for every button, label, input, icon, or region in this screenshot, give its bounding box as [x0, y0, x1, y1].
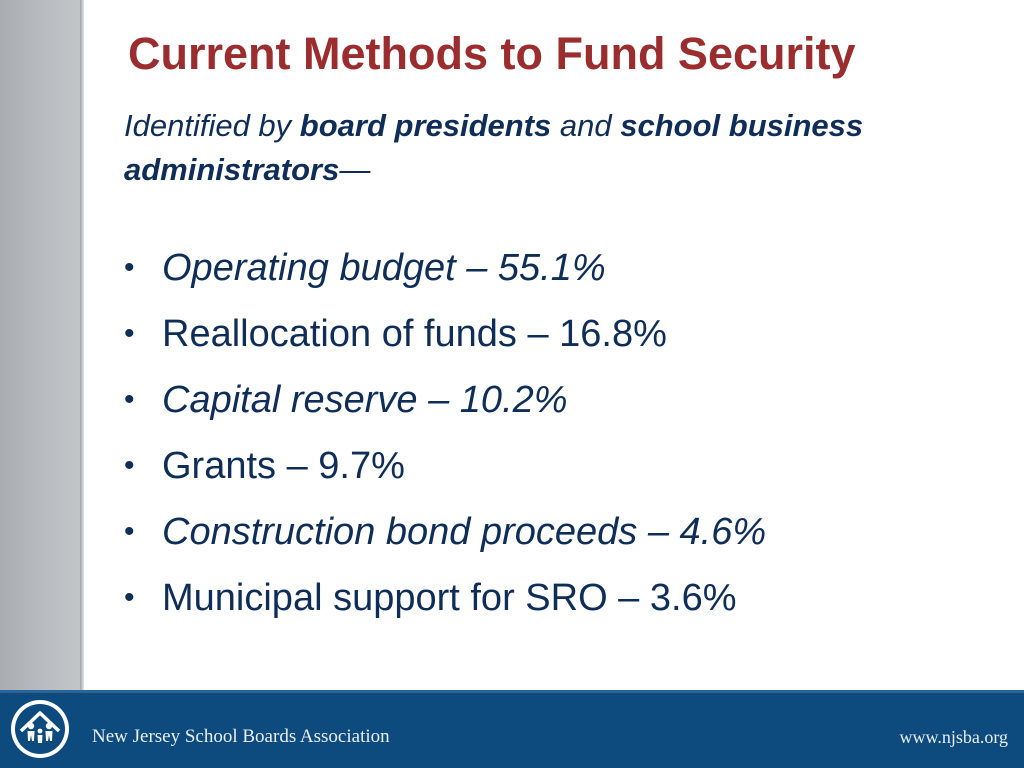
left-bar-edge	[80, 0, 84, 690]
subtitle-bold-board-presidents: board presidents	[299, 108, 552, 143]
bullet-icon: •	[124, 515, 135, 548]
list-item	[124, 235, 766, 301]
list-item	[124, 499, 766, 565]
slide-title: Current Methods to Fund Security	[128, 28, 856, 79]
footer-bar	[0, 690, 1024, 768]
bullet-icon: •	[124, 251, 135, 284]
bullet-icon: •	[124, 317, 135, 350]
bullet-text: Grants – 9.7%	[162, 445, 405, 487]
bullet-text: Reallocation of funds – 16.8%	[162, 313, 667, 355]
footer-top-line	[0, 690, 1024, 693]
family-house-logo-icon	[9, 698, 71, 760]
bullet-text: Operating budget – 55.1%	[162, 247, 606, 289]
left-decorative-bar	[0, 0, 82, 690]
subtitle-text-2: and	[551, 108, 621, 143]
bullet-icon: •	[124, 383, 135, 416]
list-item	[124, 301, 766, 367]
list-item	[124, 367, 766, 433]
funding-methods-list	[124, 235, 766, 631]
slide-subtitle	[124, 104, 944, 192]
subtitle-text-1: Identified by	[124, 108, 300, 143]
list-item	[124, 565, 766, 631]
list-item	[124, 433, 766, 499]
subtitle-dash: —	[339, 152, 371, 187]
bullet-text: Municipal support for SRO – 3.6%	[162, 577, 737, 619]
bullet-text: Capital reserve – 10.2%	[162, 379, 568, 421]
website-url[interactable]: www.njsba.org	[899, 727, 1008, 747]
bullet-icon: •	[124, 449, 135, 482]
bullet-icon: •	[124, 581, 135, 614]
subtitle-bold-school-business-administrators: school business administrators	[124, 108, 864, 187]
bullet-text: Construction bond proceeds – 4.6%	[162, 511, 767, 553]
organization-name: New Jersey School Boards Association	[92, 726, 390, 747]
